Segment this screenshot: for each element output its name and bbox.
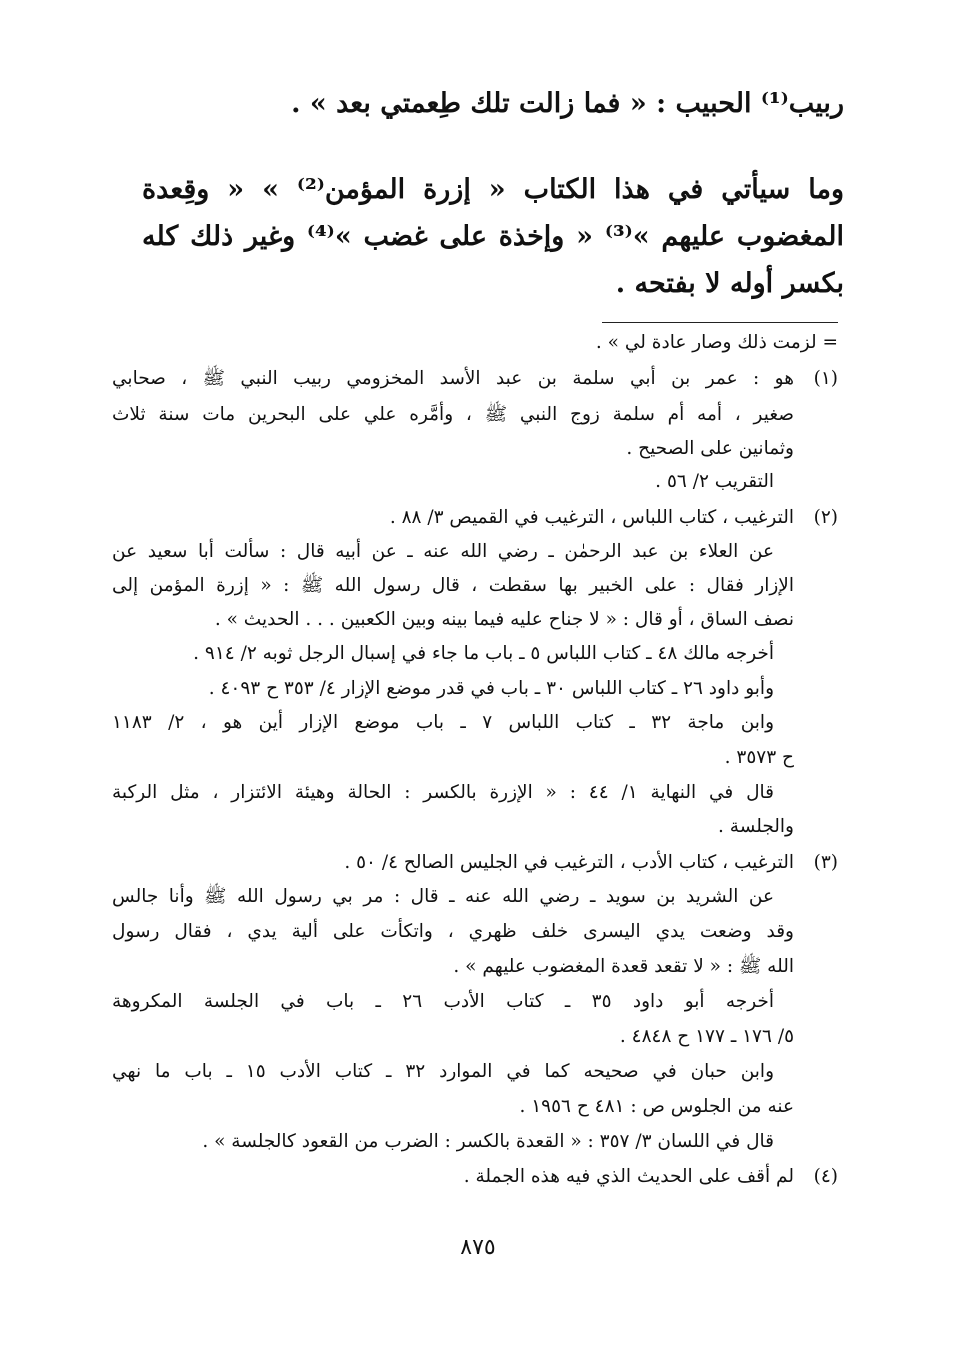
footnote-3-line-5: أخرجه أبو داود ٣٥ ـ كتاب الأدب ٢٦ ـ باب في الجلسة المكروهة: [112, 991, 775, 1012]
footnote-2-line-6: وأبو داود ٢٦ ـ كتاب اللباس ٣٠ ـ باب في قدر موضع الإزار ٤/ ٣٥٣ ح ٤٠٩٣ .: [208, 678, 774, 699]
footnote-2-line-7: وابن ماجة ٣٢ ـ كتاب اللباس ٧ ـ باب موضع الإزار أين هو ، ٢/ ١١٨٣: [112, 712, 774, 733]
footnote-4-line-1: لم أقف على الحديث الذي فيه هذه الجملة .: [463, 1166, 794, 1187]
footnote-1-line-4: التقريب ٢/ ٥٦ .: [655, 471, 774, 492]
main-text-line-4: بكسر أوله لا بفتحه .: [615, 268, 844, 299]
main-text-line-2: وما سيأتي في هذا الكتاب « إزرة المؤمن⁽²⁾ » « وقِعدة: [142, 174, 845, 205]
footnote-2-line-5: أخرجه مالك ٤٨ ـ كتاب اللباس ٥ ـ باب ما جاء في إسبال الرجل ثوبه ٢/ ٩١٤ .: [193, 643, 774, 664]
footnote-2-line-1: الترغيب ، كتاب اللباس ، الترغيب في القميص ٣/ ٨٨ .: [389, 507, 794, 528]
footnote-2-line-9: قال في النهاية ١/ ٤٤ : « الإزرة بالكسر : الحالة وهيئة الائتزار ، مثل الركبة: [112, 782, 774, 803]
footnote-2-line-4: نصف الساق ، أو قال : « لا جناح عليه فيما بينه وبين الكعبين . . . الحديث » .: [214, 609, 794, 630]
footnote-2-line-8: ح ٣٥٧٣ .: [724, 747, 794, 768]
footnote-2-line-10: والجلسة .: [718, 816, 794, 837]
footnote-continuation: = لزمت ذلك وصار عادة لي » .: [595, 332, 838, 353]
footnote-1-line-2: صغير ، أمه أم سلمة زوج النبي ﷺ ، وأمَّره علي على البحرين مات سنة ثلاث: [112, 404, 794, 425]
footnote-marker-4: (٤): [813, 1166, 838, 1187]
footnote-2-line-3: الإزار فقال : على الخبير بها سقطت ، قال رسول الله ﷺ : « إزرة المؤمن إلى: [112, 575, 794, 596]
footnote-1-line-1: هو : عمر بن أبي سلمة بن عبد الأسد المخزومي ربيب النبي ﷺ ، صحابي: [112, 368, 794, 389]
footnote-separator: [602, 322, 838, 323]
footnote-3-line-1: الترغيب ، كتاب الأدب ، الترغيب في الجليس الصالح ٤/ ٥٠ .: [344, 852, 794, 873]
footnote-3-line-9: قال في اللسان ٣/ ٣٥٧ : « القعدة بالكسر : الضرب من القعود كالجلسة » .: [202, 1131, 774, 1152]
footnote-3-line-2: عن الشريد بن سويد ـ رضي الله عنه ـ قال : مر بي رسول الله ﷺ وأنا جالس: [112, 886, 774, 907]
footnote-marker-2: (٢): [813, 507, 838, 528]
footnote-3-line-8: عنه من الجلوس ص : ٤٨١ ح ١٩٥٦ .: [519, 1096, 794, 1117]
main-text-line-3: المغضوب عليهم »⁽³⁾ « وإخذة على غضب »⁽⁴⁾ وغير ذلك كله: [142, 221, 844, 252]
footnote-3-line-3: وقد وضعت يدي اليسرى خلف ظهري ، واتكأت على ألية يدي ، فقال رسول: [112, 921, 794, 942]
footnote-marker-1: (١): [813, 368, 838, 389]
footnote-marker-3: (٣): [813, 852, 838, 873]
footnote-3-line-4: الله ﷺ : « لا تقعد قعدة المغضوب عليهم » .: [453, 956, 794, 977]
footnote-3-line-7: وابن حبان في صحيحه كما في الموارد ٣٢ ـ كتاب الأدب ١٥ ـ باب ما نهي: [112, 1061, 775, 1082]
footnote-1-line-3: وثمانين على الصحيح .: [626, 438, 794, 459]
page-number: ٨٧٥: [460, 1235, 496, 1260]
footnote-2-line-2: عن العلاء بن عبد الرحمٰن ـ رضي الله عنه ـ عن أبيه قال : سألت أبا سعيد عن: [112, 541, 774, 562]
footnote-3-line-6: ٥/ ١٧٦ ـ ١٧٧ ح ٤٨٤٨ .: [619, 1026, 794, 1047]
main-text-line-1: ربيب⁽¹⁾ الحبيب : « فما زالت تلك طِعمتي بعد » .: [291, 88, 844, 119]
